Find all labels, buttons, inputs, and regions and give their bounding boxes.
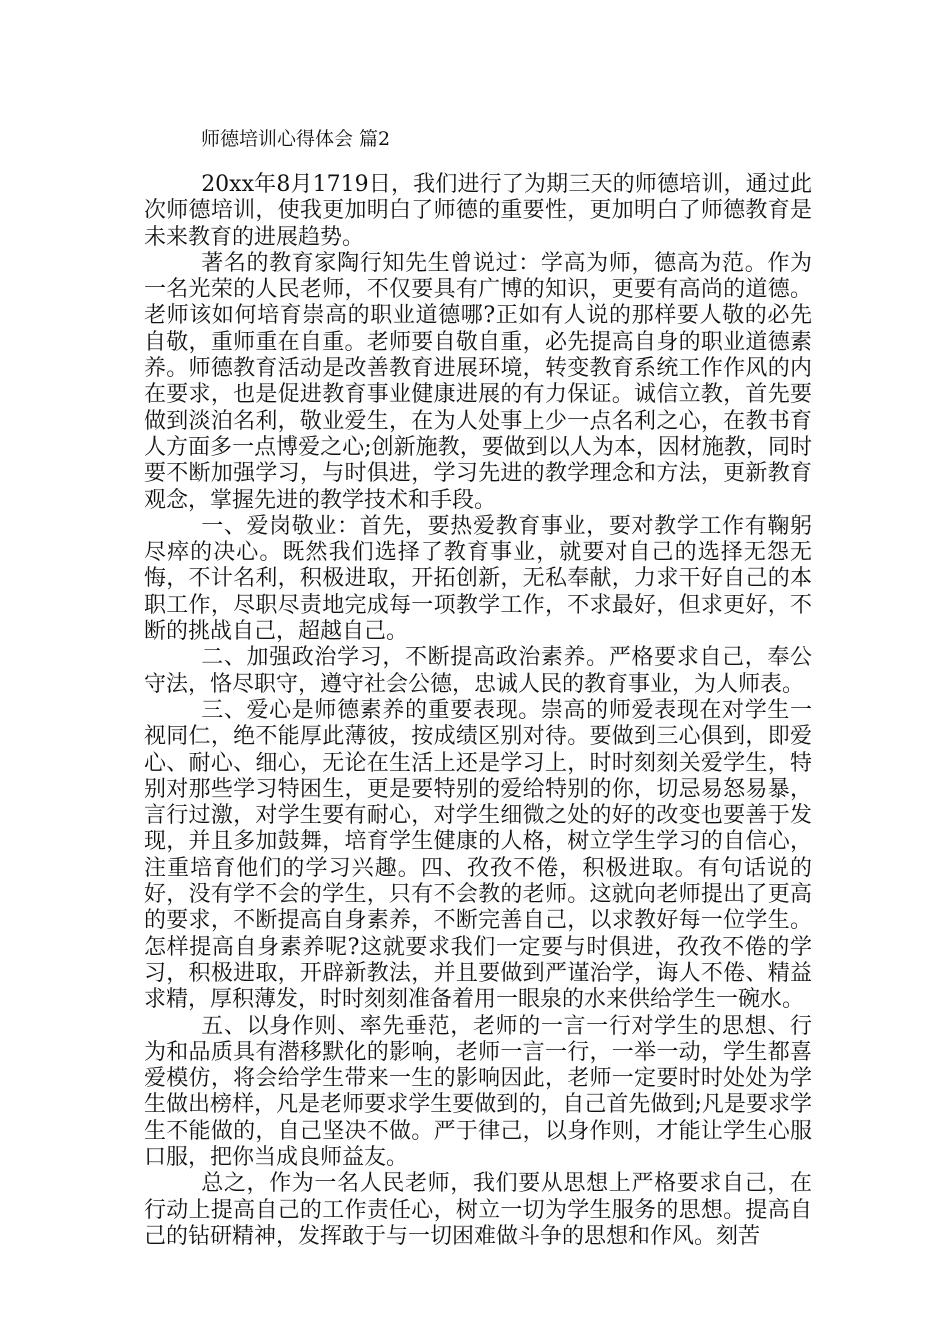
paragraph-point-three-four: 三、爱心是师德素养的重要表现。崇高的师爱表现在对学生一视同仁，绝不能厚此薄彼，按成绩区别对待。要做到三心俱到，即爱心、耐心、细心，无论在生活上还是学习上，时时刻刻关爱学生，特别对那些学习特困生，更是要特别的爱给特别的你，切忌易怒易暴，言行过激，对学生要有耐心，对学生细微之处的好的改变也要善于发现，并且多加鼓舞，培育学生健康的人格，树立学生学习的自信心，注重培育他们的学习兴趣。四、孜孜不倦，积极进取。有句话说的好，没有学不会的学生，只有不会教的老师。这就向老师提出了更高的要求，不断提高自身素养，不断完善自己，以求教好每一位学生。怎样提高自身素养呢?这就要求我们一定要与时俱进，孜孜不倦的学习，积极进取，开辟新教法，并且要做到严谨治学，诲人不倦、精益求精，厚积薄发，时时刻刻准备着用一眼泉的水来供给学生一碗水。 xyxy=(144,697,812,1013)
document-body xyxy=(144,172,812,1250)
paragraph-tao-xingzhi: 著名的教育家陶行知先生曾说过：学高为师，德高为范。作为一名光荣的人民老师，不仅要具有广博的知识，更要有高尚的道德。老师该如何培育崇高的职业道德哪?正如有人说的那样要人敬的必先自敬，重师重在自重。老师要自敬自重，必先提高自身的职业道德素养。师德教育活动是改善教育进展环境，转变教育系统工作作风的内在要求，也是促进教育事业健康进展的有力保证。诚信立教，首先要做到淡泊名利，敬业爱生，在为人处事上少一点名利之心，在教书育人方面多一点博爱之心;创新施教，要做到以人为本，因材施教，同时要不断加强学习，与时俱进，学习先进的教学理念和方法，更新教育观念，掌握先进的教学技术和手段。 xyxy=(144,250,812,513)
paragraph-point-five: 五、以身作则、率先垂范，老师的一言一行对学生的思想、行为和品质具有潜移默化的影响，老师一言一行，一举一动，学生都喜爱模仿，将会给学生带来一生的影响因此，老师一定要时时处处为学生做出榜样，凡是老师要求学生要做到的，自己首先做到;凡是要求学生不能做的，自己坚决不做。严于律己，以身作则，才能让学生心服口服，把你当成良师益友。 xyxy=(144,1013,812,1170)
paragraph-point-one: 一、爱岗敬业：首先，要热爱教育事业，要对教学工作有鞠躬尽瘁的决心。既然我们选择了教育事业，就要对自己的选择无怨无悔，不计名利，积极进取，开拓创新，无私奉献，力求干好自己的本职工作，尽职尽责地完成每一项教学工作，不求最好，但求更好，不断的挑战自己，超越自己。 xyxy=(144,513,812,645)
paragraph-point-two: 二、加强政治学习，不断提高政治素养。严格要求自己，奉公守法，恪尽职守，遵守社会公德，忠诚人民的教育事业，为人师表。 xyxy=(144,645,812,697)
paragraph-intro: 20xx年8月1719日，我们进行了为期三天的师德培训，通过此次师德培训，使我更加明白了师德的重要性，更加明白了师德教育是未来教育的进展趋势。 xyxy=(144,172,812,250)
paragraph-conclusion: 总之，作为一名人民老师，我们要从思想上严格要求自己，在行动上提高自己的工作责任心，树立一切为学生服务的思想。提高自己的钻研精神，发挥敢于与一切困难做斗争的思想和作风。刻苦 xyxy=(144,1171,812,1249)
document-title: 师德培训心得体会 篇2 xyxy=(201,128,391,150)
